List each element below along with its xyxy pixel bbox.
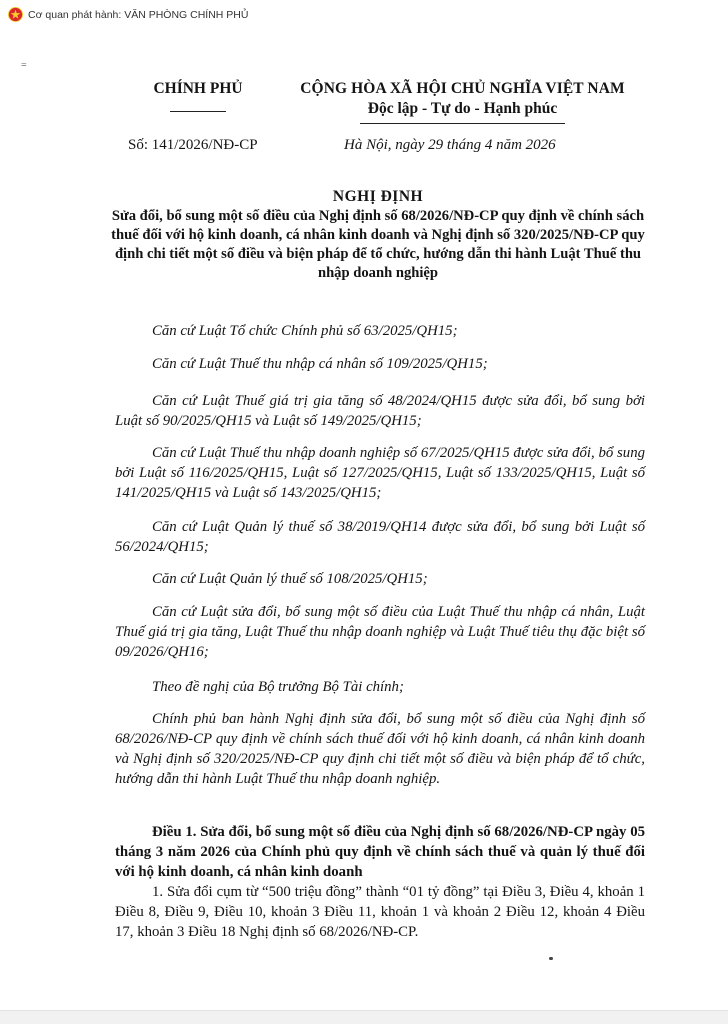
motto-underline [360, 123, 565, 124]
title-block [108, 188, 648, 283]
legal-basis-4: Căn cứ Luật Thuế thu nhập doanh nghiệp số 67/2025/QH15 được sửa đổi, bổ sung bởi Luật số 116/2025/QH15, Luật số 127/2025/QH15, Luật số 133/2025/QH15, Luật số 141/2025/QH15 và Luật số 143/2025/QH15; [115, 445, 645, 501]
article-1-clause-1: 1. Sửa đổi cụm từ “500 triệu đồng” thành “01 tỷ đồng” tại Điều 3, Điều 4, khoản 1 Điều 8, Điều 9, Điều 10, khoản 3 Điều 11, khoản 1 và khoản 2 Điều 12, khoản 4 Điều 17, khoản 3 Điều 18 Nghị định số 68/2026/NĐ-CP. [115, 884, 645, 940]
speck [549, 957, 553, 960]
corner-mark: = [21, 60, 27, 71]
document-number: Số: 141/2026/NĐ-CP [128, 137, 258, 153]
national-title: CỘNG HÒA XÃ HỘI CHỦ NGHĨA VIỆT NAM [300, 80, 625, 97]
proposal-line: Theo đề nghị của Bộ trưởng Bộ Tài chính; [152, 679, 404, 695]
issuer-text: Cơ quan phát hành: VĂN PHÒNG CHÍNH PHỦ [28, 8, 249, 21]
national-emblem-icon [8, 7, 23, 22]
header-right [300, 80, 625, 124]
document-type: NGHỊ ĐỊNH [332, 188, 424, 205]
legal-basis-1: Căn cứ Luật Tổ chức Chính phủ số 63/2025/QH15; [152, 323, 458, 339]
date-place: Hà Nội, ngày 29 tháng 4 năm 2026 [344, 137, 556, 153]
legal-basis-5: Căn cứ Luật Quản lý thuế số 38/2019/QH14 được sửa đổi, bổ sung bởi Luật số 56/2024/QH15; [115, 519, 645, 555]
legal-basis-3: Căn cứ Luật Thuế giá trị gia tăng số 48/2024/QH15 được sửa đổi, bổ sung bởi Luật số 90/2025/QH15 và Luật số 149/2025/QH15; [115, 393, 645, 429]
issuing-organization: CHÍNH PHỦ [153, 80, 243, 97]
legal-basis-2: Căn cứ Luật Thuế thu nhập cá nhân số 109/2025/QH15; [152, 356, 488, 372]
national-motto: Độc lập - Tự do - Hạnh phúc [367, 100, 558, 117]
enactment-statement: Chính phủ ban hành Nghị định sửa đổi, bổ sung một số điều của Nghị định số 68/2026/NĐ-CP quy định về chính sách thuế đối với hộ kinh doanh, cá nhân kinh doanh và Nghị định số 320/2025/NĐ-CP quy định chi tiết một số điều và biện pháp để tổ chức, hướng dẫn thi hành Luật Thuế thu nhập doanh nghiệp. [115, 711, 645, 787]
org-underline [170, 111, 226, 112]
document-subject: Sửa đổi, bổ sung một số điều của Nghị định số 68/2026/NĐ-CP quy định về chính sách thuế đối với hộ kinh doanh, cá nhân kinh doanh và Nghị định số 320/2025/NĐ-CP quy định chi tiết một số điều và biện pháp để tổ chức, hướng dẫn thi hành Luật Thuế thu nhập doanh nghiệp [111, 208, 645, 281]
legal-basis-6: Căn cứ Luật Quản lý thuế số 108/2025/QH15; [152, 571, 428, 587]
article-1-title: Điều 1. Sửa đổi, bổ sung một số điều của Nghị định số 68/2026/NĐ-CP ngày 05 tháng 3 năm 2026 của Chính phủ quy định về chính sách thuế và quản lý thuế đối với hộ kinh doanh, cá nhân kinh doanh [115, 824, 645, 880]
issuer-bar [8, 7, 248, 22]
header-left [128, 80, 268, 112]
legal-basis-7: Căn cứ Luật sửa đổi, bổ sung một số điều của Luật Thuế thu nhập cá nhân, Luật Thuế giá trị gia tăng, Luật Thuế thu nhập doanh nghiệp và Luật Thuế tiêu thụ đặc biệt số 09/2026/QH16; [115, 604, 645, 660]
